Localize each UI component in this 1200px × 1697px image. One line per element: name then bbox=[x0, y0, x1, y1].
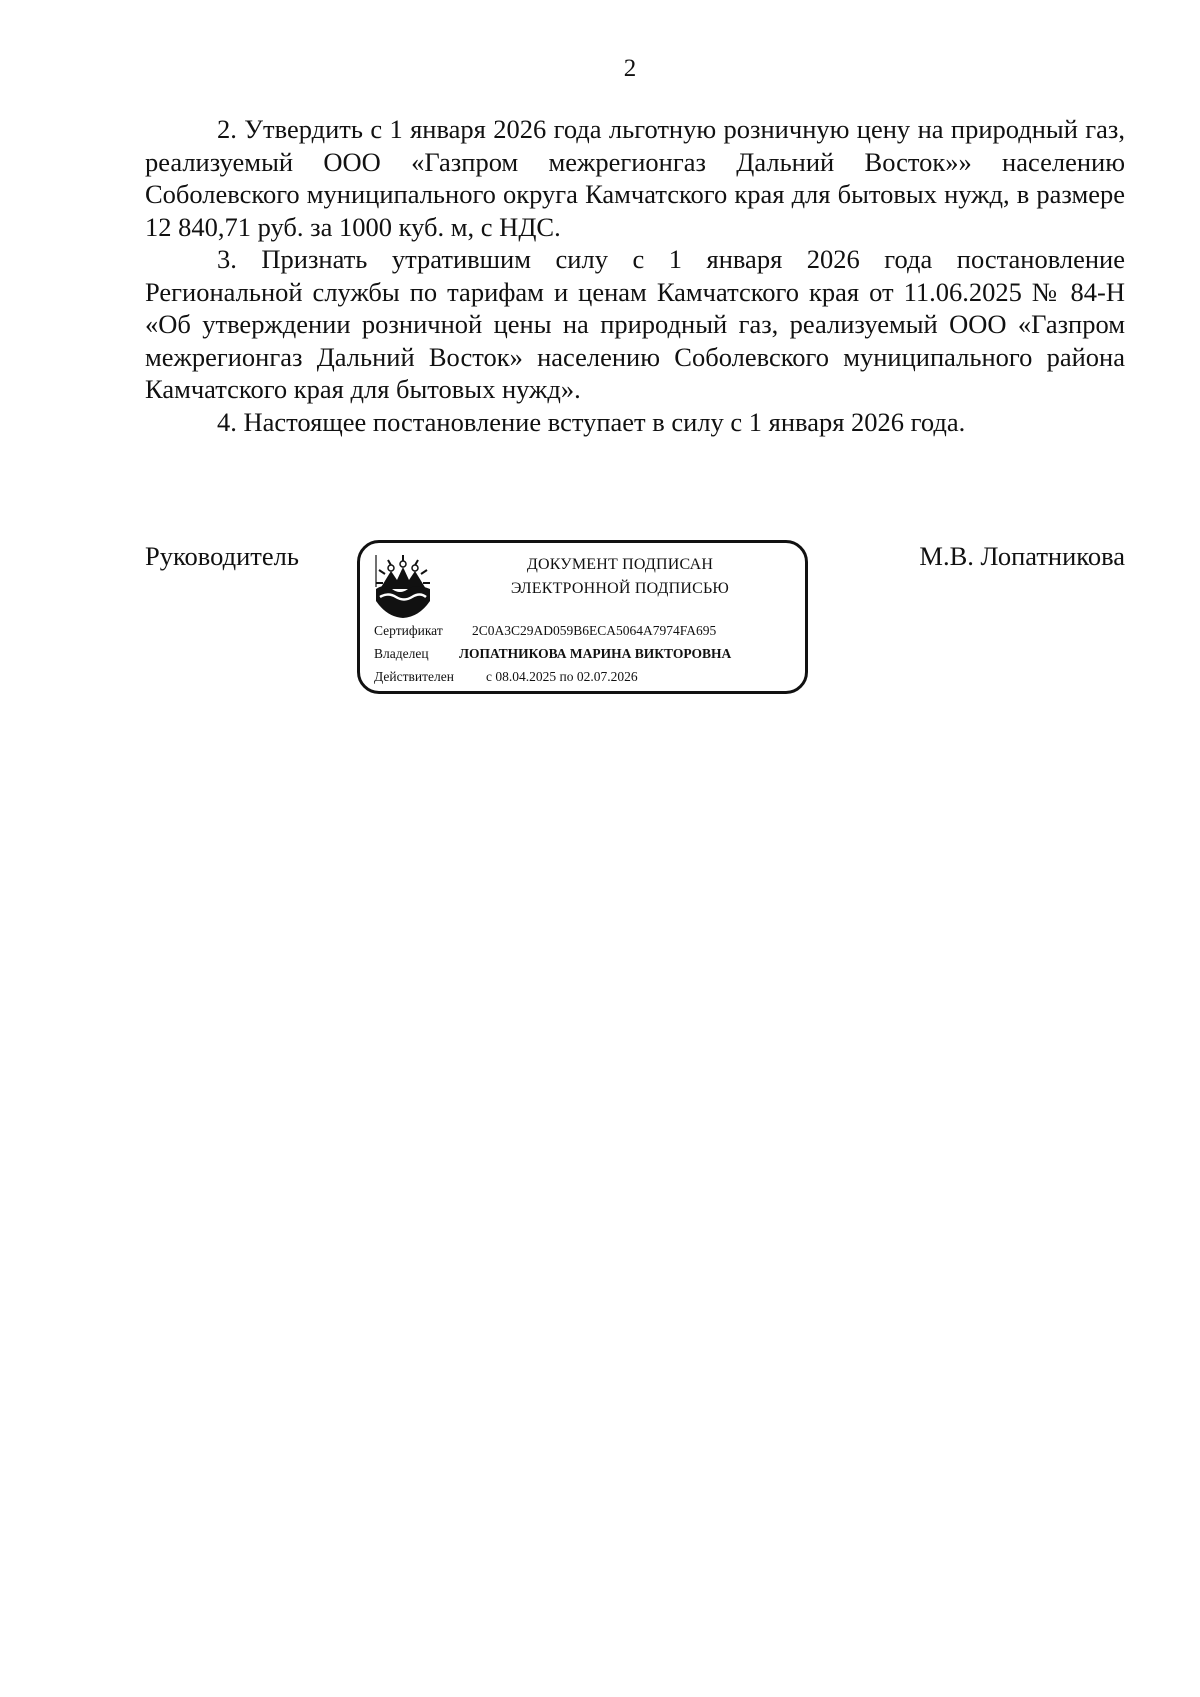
paragraph-2: 2. Утвердить с 1 января 2026 года льготную розничную цену на природный газ, реализуемый ООО «Газпром межрегионгаз Дальний Восток»» населению Соболевского муниципального округа Камчатского края для бытовых нужд, в размере 12 840,71 руб. за 1000 куб. м, с НДС. bbox=[145, 114, 1125, 242]
signer-name: М.В. Лопатникова bbox=[919, 541, 1125, 571]
paragraph-4: 4. Настоящее постановление вступает в силу с 1 января 2026 года. bbox=[217, 406, 966, 437]
electronic-signature-stamp bbox=[357, 540, 808, 694]
kamchatka-emblem-icon bbox=[374, 553, 432, 619]
stamp-owner-row bbox=[374, 646, 731, 662]
document-body bbox=[145, 113, 1125, 438]
stamp-validity-row bbox=[374, 669, 638, 685]
certificate-value: 2C0A3C29AD059B6ECA5064A7974FA695 bbox=[472, 623, 717, 638]
certificate-label: Сертификат bbox=[374, 623, 443, 638]
signer-role: Руководитель bbox=[145, 541, 299, 571]
stamp-certificate-row bbox=[374, 623, 716, 639]
valid-label: Действителен bbox=[374, 669, 454, 684]
stamp-heading bbox=[470, 553, 770, 601]
page-number: 2 bbox=[623, 55, 637, 82]
stamp-heading-line-1: ДОКУМЕНТ ПОДПИСАН bbox=[526, 556, 714, 573]
valid-value: с 08.04.2025 по 02.07.2026 bbox=[486, 669, 638, 684]
owner-label: Владелец bbox=[374, 646, 429, 661]
owner-value: ЛОПАТНИКОВА МАРИНА ВИКТОРОВНА bbox=[459, 646, 732, 661]
stamp-heading-line-2: ЭЛЕКТРОННОЙ ПОДПИСЬЮ bbox=[510, 580, 730, 597]
paragraph-3: 3. Признать утратившим силу с 1 января 2026 года постановление Региональной службы по тарифам и ценам Камчатского края от 11.06.2025 № 84-Н «Об утверждении розничной цены на природный газ, реализуемый ООО «Газпром межрегионгаз Дальний Восток» населению Соболевского муниципального района Камчатского края для бытовых нужд». bbox=[145, 244, 1125, 404]
